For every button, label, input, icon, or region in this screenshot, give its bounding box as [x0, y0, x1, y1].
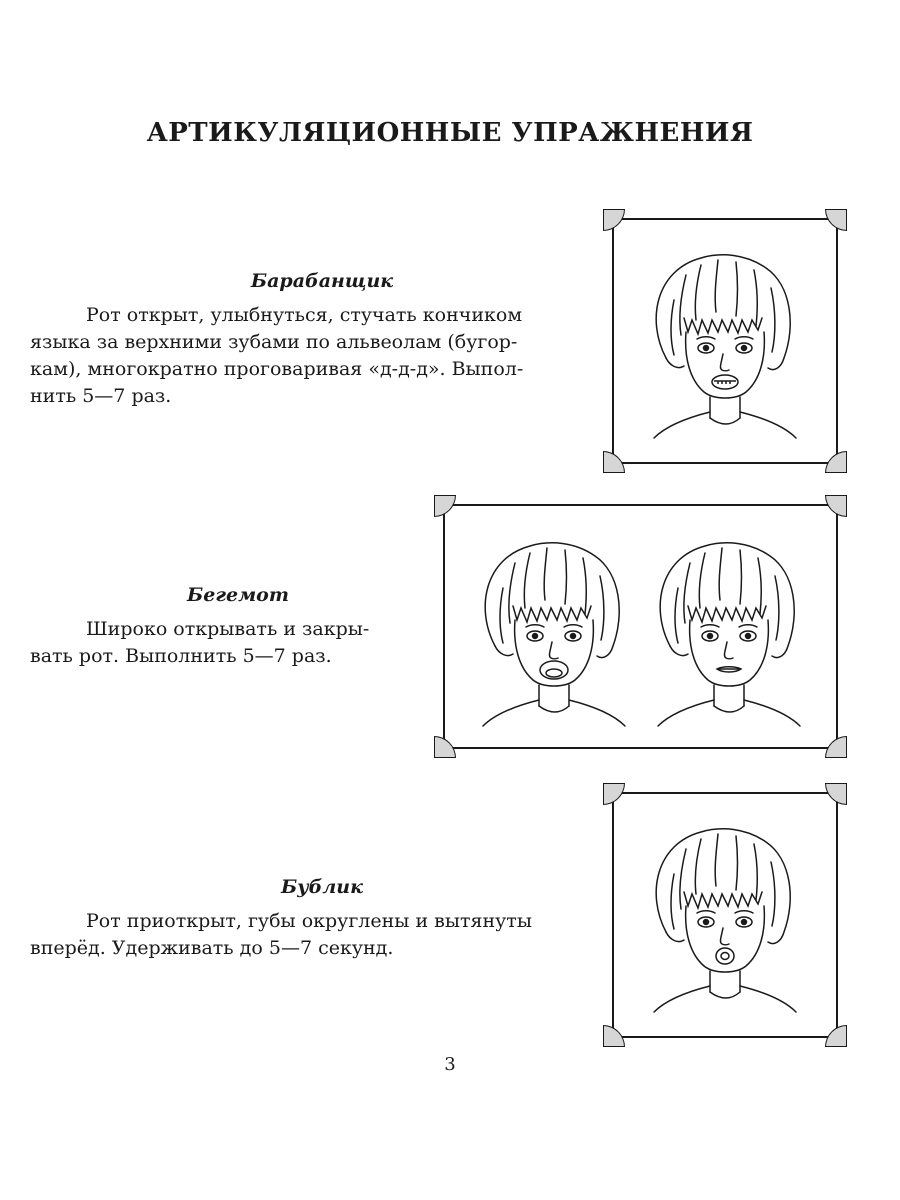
photo-corner [603, 209, 625, 231]
exercise-drummer [30, 270, 586, 410]
text-line: Рот приоткрыт, губы округлены и вытянуты [86, 910, 532, 932]
page-number: 3 [444, 1054, 456, 1075]
page-title: АРТИКУЛЯЦИОННЫЕ УПРАЖНЕНИЯ [146, 118, 754, 148]
exercise-text [30, 302, 586, 410]
text-line: вать рот. Выполнить 5—7 раз. [30, 645, 332, 667]
exercise-title: Бегемот [187, 584, 289, 606]
child-face-open-mouth-illustration [455, 528, 655, 738]
photo-corner [603, 1025, 625, 1047]
exercise-text [30, 616, 418, 670]
illustration-frame-drummer [612, 218, 838, 464]
exercise-title: Бублик [281, 876, 363, 898]
photo-corner [603, 451, 625, 473]
illustration-frame-bagel [612, 792, 838, 1038]
illustration-frame-hippo [443, 504, 838, 749]
text-line: языка за верхними зубами по альвеолам (бугор- [30, 331, 518, 353]
text-line: вперёд. Удерживать до 5—7 секунд. [30, 937, 394, 959]
photo-corner [825, 451, 847, 473]
photo-corner [825, 736, 847, 758]
exercise-text [30, 908, 586, 962]
child-face-illustration [626, 240, 826, 450]
photo-corner [825, 495, 847, 517]
photo-corner [603, 783, 625, 805]
exercise-hippo [30, 584, 418, 670]
text-line: кам), многократно проговаривая «д-д-д». Выпол- [30, 358, 524, 380]
child-face-round-lips-illustration [626, 814, 826, 1024]
exercise-title: Барабанщик [250, 270, 394, 292]
photo-corner [825, 209, 847, 231]
photo-corner [434, 736, 456, 758]
photo-corner [434, 495, 456, 517]
photo-corner [825, 1025, 847, 1047]
text-line: нить 5—7 раз. [30, 385, 172, 407]
child-face-closed-mouth-illustration [630, 528, 830, 738]
text-line: Широко открывать и закры- [86, 618, 370, 640]
photo-corner [825, 783, 847, 805]
exercise-bagel [30, 876, 586, 962]
text-line: Рот открыт, улыбнуться, стучать кончиком [86, 304, 523, 326]
